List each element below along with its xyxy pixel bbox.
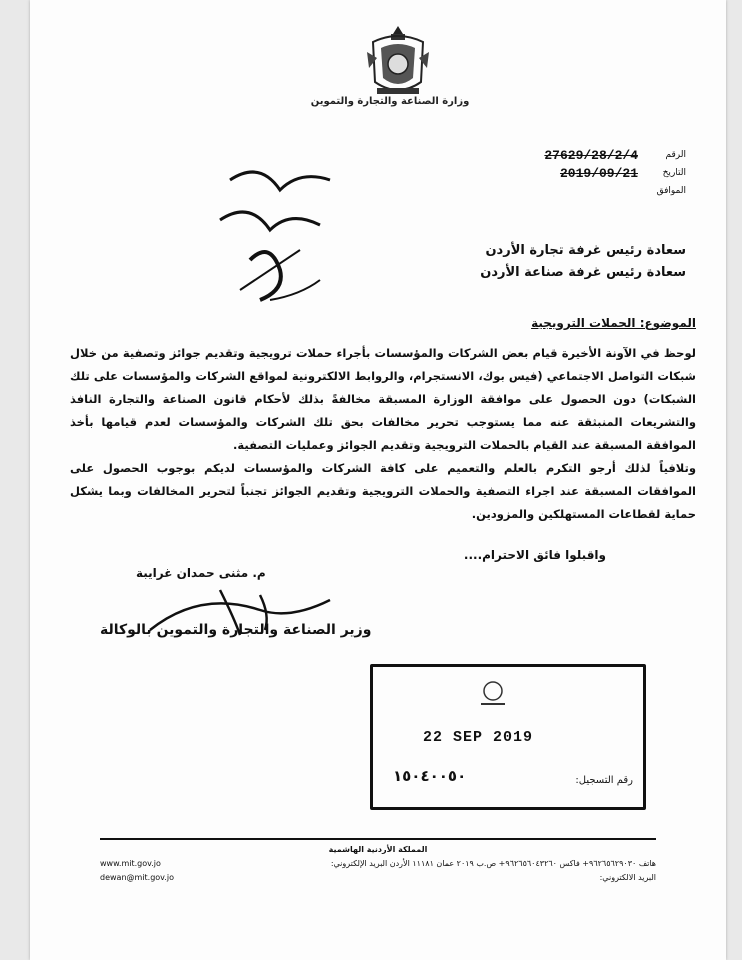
stamp-logo-icon <box>473 679 513 709</box>
footer-website[interactable]: www.mit.gov.jo <box>100 859 161 868</box>
footer-country: المملكة الأردنية الهاشمية <box>328 845 428 854</box>
ministry-name: وزارة الصناعة والتجارة والتموين <box>310 96 470 107</box>
recipient-2: سعادة رئيس غرفة صناعة الأردن <box>480 265 686 280</box>
stamp-date: 22 SEP 2019 <box>423 729 534 746</box>
letter-body <box>70 342 696 526</box>
signatory-name: م. مثنى حمدان غرايبة <box>136 566 266 580</box>
ref-row <box>526 146 686 164</box>
footer-divider <box>100 838 656 840</box>
closing-line: واقبلوا فائق الاحترام.... <box>463 548 606 562</box>
date-label: التاريخ <box>662 168 686 178</box>
corresponding-row <box>526 182 686 200</box>
recipient-1: سعادة رئيس غرفة تجارة الأردن <box>485 243 686 258</box>
body-paragraph-2: وتلافياً لذلك أرجو التكرم بالعلم والتعميم على كافة الشركات والمؤسسات لديكم بوجوب الحصول على الموافقات المسبقة عند اجراء التصفية والحملات الترويجية وتقديم الجوائز تجنباً لتحرير المخالفات وبما يشكل حماية لقطاعات المستهلكين والمزودين. <box>70 461 696 521</box>
ref-label: الرقم <box>665 150 686 160</box>
date-value: 2019/09/21 <box>559 165 638 181</box>
footer-email-label: البريد الالكتروني: <box>599 873 656 882</box>
subject-line: الموضوع: الحملات الترويجية <box>531 316 696 330</box>
recipients <box>480 240 686 284</box>
handwritten-annotation-icon <box>210 150 350 320</box>
letter-page <box>30 0 726 960</box>
footer-contact-row <box>100 857 656 871</box>
stamp-registration-label: رقم التسجيل: <box>575 775 633 786</box>
signatory-title: وزير الصناعة والتجارة والتموين بالوكالة <box>100 622 372 638</box>
ref-value: 27629/28/2/4 <box>544 147 638 163</box>
footer-email[interactable]: dewan@mit.gov.jo <box>100 873 174 882</box>
corresponding-label: الموافق <box>656 186 686 196</box>
jordan-crest-icon <box>363 22 433 100</box>
reference-block <box>526 146 686 200</box>
date-row <box>526 164 686 182</box>
body-paragraph-1: لوحظ في الآونة الأخيرة قيام بعض الشركات والمؤسسات بأجراء حملات ترويجية وتقديم جوائز وتصفية من خلال شبكات التواصل الاجتماعي (فيس بوك، الانستجرام، والروابط الالكترونية لمواقع الشركات والمؤسسات على تلك الشبكات) دون الحصول على موافقة الوزارة المسبقة مخالفةً بذلك لأحكام قانون الصناعة والتجارة النافذ والتشريعات المنبثقة عنه مما يستوجب تحرير مخالفات بحق تلك الشركات والمؤسسات لعدم قيامها بأخذ الموافقة المسبقة عند القيام بالحملات الترويجية وتقديم الجوائز وعمليات التصفية. <box>70 346 696 452</box>
footer <box>100 843 656 885</box>
footer-contact: هاتف ٩٦٢٦٥٦٢٩٠٣٠+ فاكس ٩٦٢٦٥٦٠٤٣٢٦٠+ ص.ب ٢٠١٩ عمان ١١١٨١ الأردن البريد الإلكتروني: <box>330 859 656 868</box>
stamp-registration-value: ١٥٠٤٠٠٥٠ <box>393 767 467 785</box>
registration-stamp <box>370 664 646 810</box>
footer-email-row <box>100 871 656 885</box>
